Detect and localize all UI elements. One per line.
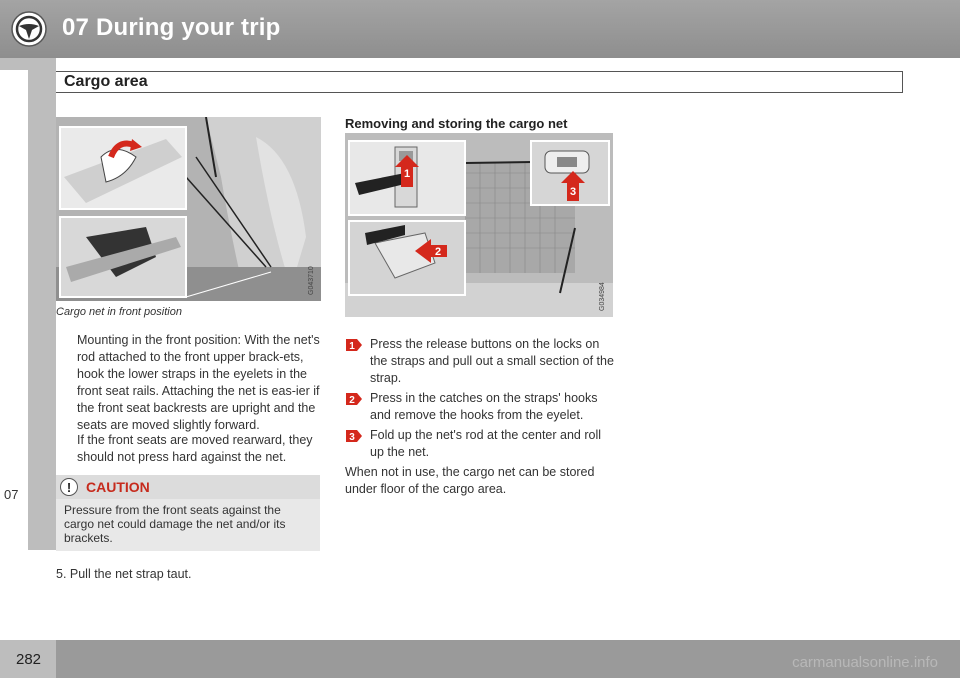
step-5: 5. Pull the net strap taut. bbox=[56, 567, 192, 581]
section-title: Cargo area bbox=[64, 73, 148, 90]
figure-label-1: 1 bbox=[403, 168, 411, 180]
svg-text:1: 1 bbox=[349, 341, 355, 351]
step-3-text: Fold up the net's rod at the center and roll up the net. bbox=[370, 428, 601, 459]
chapter-tab-label: 07 bbox=[4, 487, 19, 502]
step-1-badge-icon bbox=[346, 339, 362, 351]
rearward-paragraph: If the front seats are moved rearward, they should not press hard against the net. bbox=[77, 433, 313, 464]
caution-title: CAUTION bbox=[86, 479, 150, 495]
section-heading: Removing and storing the cargo net bbox=[345, 116, 568, 131]
svg-text:2: 2 bbox=[349, 395, 355, 405]
step-2-badge-icon bbox=[346, 393, 362, 405]
removing-net-illustration bbox=[345, 133, 613, 317]
storage-paragraph: When not in use, the cargo net can be stored under floor of the cargo area. bbox=[345, 465, 595, 496]
step-2-text: Press in the catches on the straps' hooks and remove the hooks from the eyelet. bbox=[370, 391, 598, 422]
watermark: carmanualsonline.info bbox=[792, 654, 938, 671]
steering-wheel-icon bbox=[10, 10, 48, 48]
svg-text:3: 3 bbox=[349, 432, 355, 442]
caution-box bbox=[56, 475, 320, 551]
step-3-badge-icon bbox=[346, 430, 362, 442]
figure-code: G043710 bbox=[308, 266, 315, 295]
cargo-net-front-illustration bbox=[56, 117, 321, 301]
figure-removing-cargo-net bbox=[345, 133, 613, 317]
chapter-title: 07 During your trip bbox=[62, 14, 281, 41]
figure-code: G034984 bbox=[599, 282, 606, 311]
chapter-side-tab bbox=[0, 58, 56, 550]
page-footer bbox=[0, 640, 960, 678]
figure-caption: Cargo net in front position bbox=[56, 306, 182, 318]
caution-text: Pressure from the front seats against the cargo net could damage the net and/or its brackets. bbox=[64, 503, 286, 545]
figure-cargo-net-front bbox=[56, 117, 321, 301]
section-title-bar bbox=[56, 71, 903, 93]
page-header bbox=[0, 0, 960, 58]
figure-label-2: 2 bbox=[434, 246, 442, 258]
step-1-text: Press the release buttons on the locks on the straps and pull out a small section of the strap. bbox=[370, 337, 614, 385]
page-number: 282 bbox=[16, 651, 42, 668]
warning-icon: ! bbox=[60, 478, 78, 496]
figure-label-3: 3 bbox=[569, 186, 577, 198]
mounting-paragraph: Mounting in the front position: With the net's rod attached to the front upper brack-ets, hook the lower straps in the eyelets in the front seat rails. Attaching the net is eas-ier if the front seat backrests are upright and the seats are moved slightly forward. bbox=[77, 333, 320, 432]
